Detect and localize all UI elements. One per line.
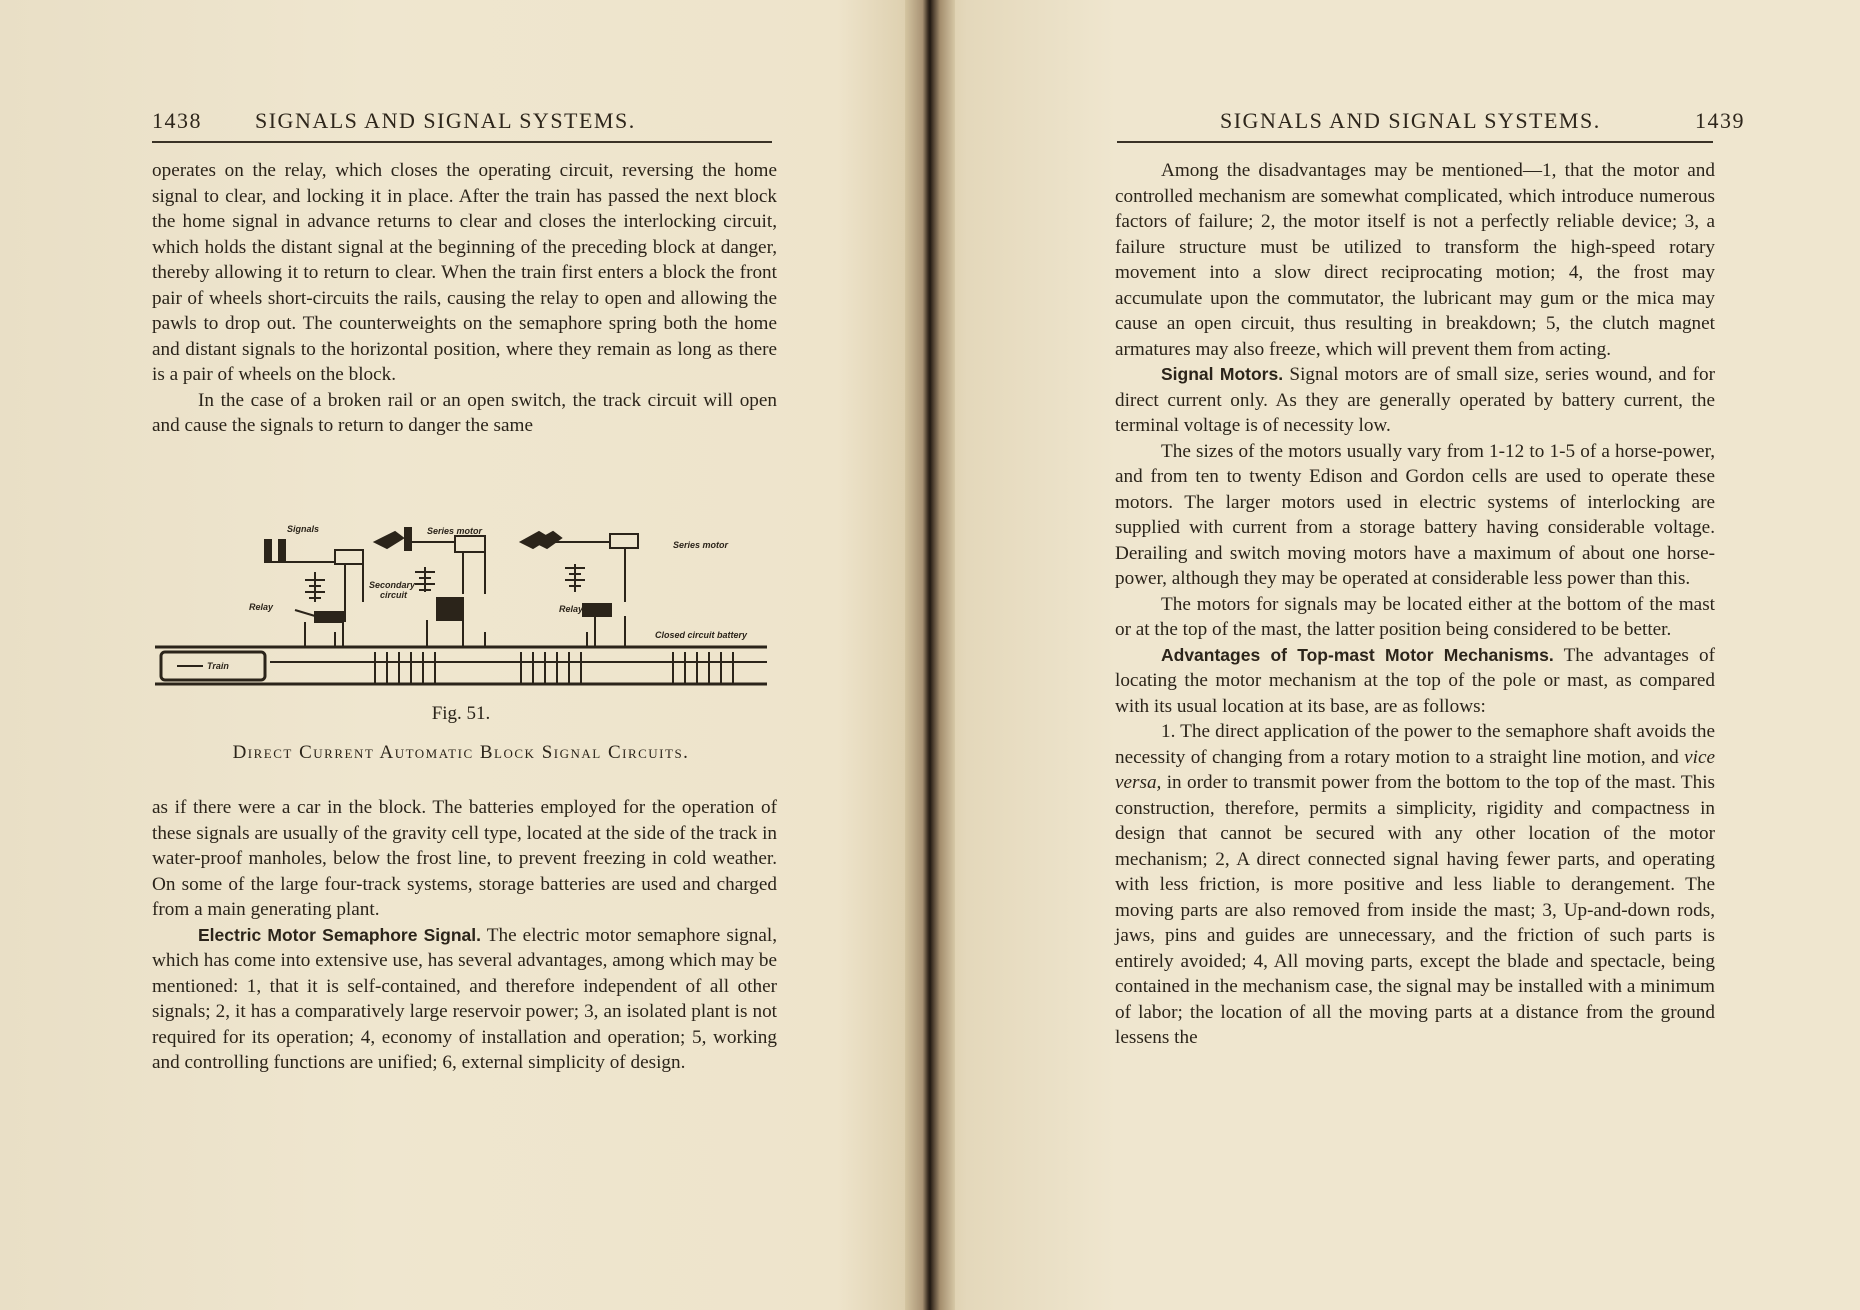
left-header-rule xyxy=(152,141,772,143)
left-paragraph-4-heading: Electric Motor Semaphore Signal. xyxy=(198,924,481,945)
left-paragraph-4-body: The electric motor semaphore signal, which has come into extensive use, has several advantages, among which may be mentioned: 1, that it is self-contained, and therefore independent of all other signals; 2, it has a comparatively large reservoir power; 3, an isolated plant is not required for its operation; 4, economy of installation and operation; 5, working and controlling functions are unified; 6, external simplicity of design. xyxy=(152,924,777,1073)
right-paragraph-6-b: in order to transmit power from the bottom to the top of the mast. This construction, therefore, permits a simplicity, rigidity and compactness in design that cannot be secured with any other location of the motor mechanism; 2, A direct connected signal having fewer parts, and operating with less friction, is more positive and less liable to derangement. The moving parts are also removed from inside the mast; 3, Up-and-down rods, jaws, pins and guides are unnecessary, and the friction of such parts is entirely avoided; 4, All moving parts, except the blade and spectacle, being contained in the mechanism case, the signal may be installed with a minimum of labor; the location of all the moving parts at a distance from the ground lessens the xyxy=(1115,772,1716,1048)
right-page xyxy=(955,0,1860,1310)
label-series-motor-1: Series motor xyxy=(427,526,483,536)
right-paragraph-5-heading: Advantages of Top-mast Motor Mechanisms. xyxy=(1161,644,1554,665)
left-page-number: 1438 xyxy=(152,108,202,133)
right-paragraph-5 xyxy=(1115,643,1715,720)
label-secondary: Secondary xyxy=(369,580,416,590)
right-paragraph-2-heading: Signal Motors. xyxy=(1161,364,1284,384)
right-paragraph-6-a: 1. The direct application of the power to the semaphore shaft avoids the necessity of changing from a rotary motion to a straight line motion, and xyxy=(1115,721,1715,768)
label-series-motor-2: Series motor xyxy=(673,540,729,550)
right-running-head: SIGNALS AND SIGNAL SYSTEMS. xyxy=(1220,108,1601,133)
book-gutter xyxy=(905,0,955,1310)
right-text xyxy=(1115,158,1715,1051)
right-paragraph-6-italic: vice versa, xyxy=(1115,746,1716,793)
left-paragraph-4 xyxy=(152,923,777,1076)
label-closed-circuit-battery: Closed circuit battery xyxy=(655,630,748,640)
right-paragraph-4: The motors for signals may be located either at the bottom of the mast or at the top of the mast, the latter position being considered to be better. xyxy=(1115,593,1715,640)
label-signals: Signals xyxy=(287,524,320,534)
right-header-rule xyxy=(1117,141,1713,143)
left-running-head: SIGNALS AND SIGNAL SYSTEMS. xyxy=(255,108,636,133)
left-paragraph-2: In the case of a broken rail or an open switch, the track circuit will open and cause the signals to return to danger the same xyxy=(152,389,777,436)
right-paragraph-2-body: Signal motors are of small size, series wound, and for direct current only. As they are generally operated by battery current, the terminal voltage is of necessity low. xyxy=(1115,364,1716,436)
right-paragraph-3: The sizes of the motors usually vary from 1-12 to 1-5 of a horse-power, and from ten to twenty Edison and Gordon cells are used to operate these motors. The larger motors used in electric systems of interlocking are supplied with current from a storage battery having considerable voltage. Derailing and switch moving motors have a maximum of about one horse-power, although they may be operated at considerable less power than this. xyxy=(1115,440,1715,589)
figure-number: Fig. 51. xyxy=(431,703,491,724)
right-page-number: 1439 xyxy=(1695,108,1745,133)
left-paragraph-3: as if there were a car in the block. The batteries employed for the operation of these signals are usually of the gravity cell type, located at the side of the track in water-proof manholes, below the frost line, to prevent freezing in cold weather. On some of the large four-track systems, storage batteries are used and charged from a main generating plant. xyxy=(152,797,777,920)
label-relay-1: Relay xyxy=(249,602,274,612)
circuit-diagram xyxy=(155,512,767,690)
left-text-bottom xyxy=(152,795,777,1076)
label-relay-2: Relay xyxy=(559,604,584,614)
right-paragraph-5-body: The advantages of locating the motor mechanism at the top of the pole or mast, as compared with its usual location at its base, are as follows: xyxy=(1115,644,1715,717)
right-paragraph-1: Among the disadvantages may be mentioned—1, that the motor and controlled mechanism are somewhat complicated, which introduce numerous factors of failure; 2, the motor itself is not a perfectly reliable device; 3, a failure structure must be utilized to transform the high-speed rotary movement into a slow direct reciprocating motion; 4, the frost may accumulate upon the commutator, the lubricant may gum or the mica may cause an open circuit, thus resulting in breakdown; 5, the clutch magnet armatures may also freeze, which will prevent them from acting. xyxy=(1115,160,1715,360)
right-paragraph-6 xyxy=(1115,719,1715,1051)
label-circuit: circuit xyxy=(380,590,408,600)
figure-caption: Direct Current Automatic Block Signal Circuits. xyxy=(232,742,690,763)
right-paragraph-2 xyxy=(1115,362,1715,439)
left-paragraph-1: operates on the relay, which closes the operating circuit, reversing the home signal to clear, and locking it in place. After the train has passed the next block the home signal in advance returns to clear and closes the interlocking circuit, which holds the distant signal at the beginning of the preceding block at danger, thereby allowing it to return to clear. When the train first enters a block the front pair of wheels short-circuits the rails, causing the relay to open and allowing the pawls to drop out. The counterweights on the semaphore spring both the home and distant signals to the horizontal position, where they remain as long as there is a pair of wheels on the block. xyxy=(152,160,777,385)
left-text-top xyxy=(152,158,777,439)
label-train: Train xyxy=(207,661,229,671)
left-page xyxy=(0,0,905,1310)
